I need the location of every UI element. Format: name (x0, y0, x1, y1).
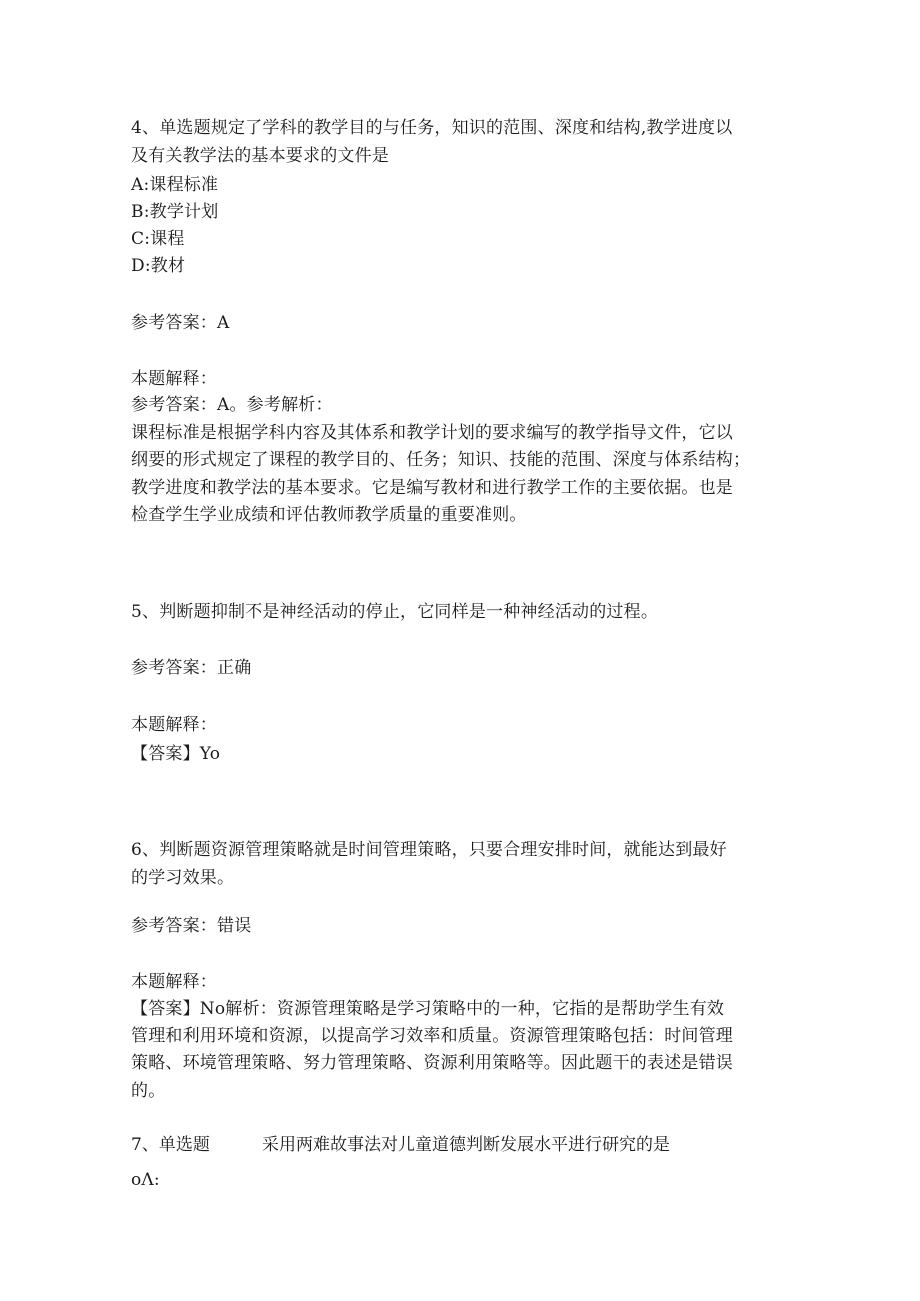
q6-explain-line: 策略、环境管理策略、努力管理策略、资源利用策略等。因此题干的表述是错误 (131, 1053, 733, 1073)
q4-explain-line: 参考答案：A。参考解析： (131, 395, 333, 415)
q6-explain-line: 【答案】No解析：资源管理策略是学习策略中的一种，它指的是帮助学生有效 (131, 999, 725, 1019)
q4-option-a: A:课程标准 (131, 175, 219, 195)
q5-stem: 5、判断题抑制不是神经活动的停止，它同样是一种神经活动的过程。 (131, 602, 659, 622)
q4-explain-line: 纲要的形式规定了课程的教学目的、任务；知识、技能的范围、深度与体系结构； (131, 450, 751, 470)
q6-stem-line-2: 的学习效果。 (131, 868, 235, 888)
q5-answer: 参考答案：正确 (131, 658, 252, 678)
q5-explain-label: 本题解释： (131, 715, 217, 735)
q4-explain-line: 课程标准是根据学科内容及其体系和教学计划的要求编写的教学指导文件，它以 (131, 423, 733, 443)
q4-explain-line: 检查学生学业成绩和评估教师教学质量的重要准则。 (131, 505, 527, 525)
q7-type: 7、单选题 (131, 1135, 210, 1155)
q4-explain-label: 本题解释： (131, 369, 217, 389)
q4-explain-line: 教学进度和教学法的基本要求。它是编写教材和进行教学工作的主要依据。也是 (131, 478, 733, 498)
q6-explain-line: 管理和利用环境和资源，以提高学习效率和质量。资源管理策略包括：时间管理 (131, 1026, 733, 1046)
q6-explain-label: 本题解释： (131, 972, 217, 992)
q6-stem-line-1: 6、判断题资源管理策略就是时间管理策略，只要合理安排时间，就能达到最好 (131, 840, 727, 860)
q5-explain-line: 【答案】Yo (131, 744, 221, 764)
q4-option-d: D:教材 (131, 256, 186, 276)
q4-answer: 参考答案：A (131, 313, 230, 333)
q6-answer: 参考答案：错误 (131, 916, 252, 936)
q4-option-c: C:课程 (131, 229, 185, 249)
q4-option-b: B:教学计划 (131, 202, 219, 222)
q4-stem-line-1: 4、单选题规定了学科的教学目的与任务，知识的范围、深度和结构,教学进度以 (131, 118, 733, 138)
q6-explain-line: 的。 (131, 1081, 166, 1101)
q7-trailing: oΛ: (131, 1170, 160, 1190)
q7-stem: 采用两难故事法对儿童道德判断发展水平进行研究的是 (262, 1135, 670, 1155)
q4-stem-line-2: 及有关教学法的基本要求的文件是 (131, 146, 389, 166)
